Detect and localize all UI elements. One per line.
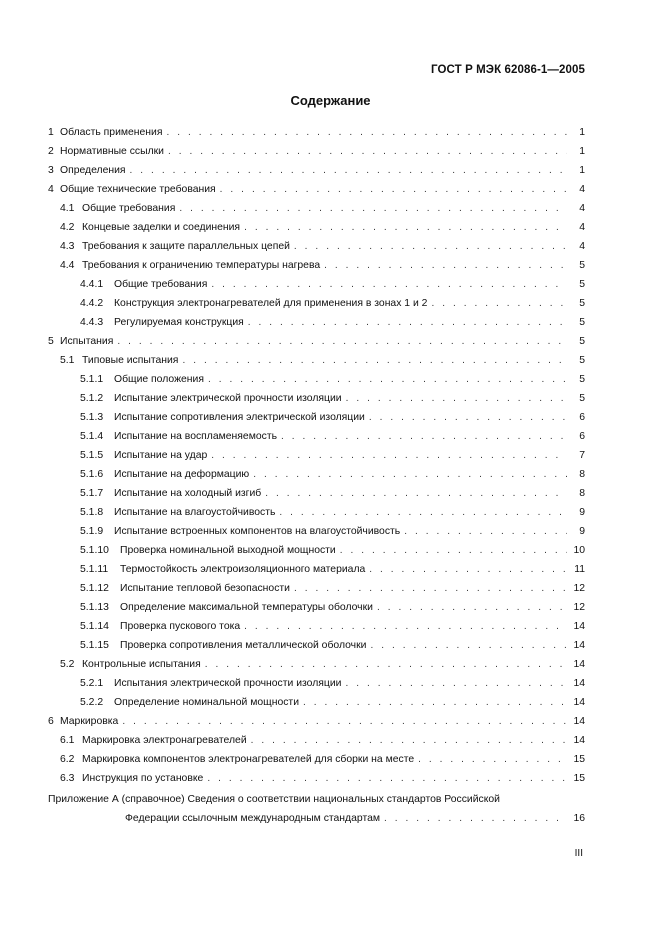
toc-entry[interactable] <box>48 370 585 389</box>
toc-entry-page: 15 <box>573 773 585 784</box>
toc-entry[interactable] <box>48 427 585 446</box>
toc-entry-number: 5.1 <box>60 355 75 366</box>
toc-entry[interactable] <box>48 256 585 275</box>
toc-entry-title: Общие положения <box>114 374 204 385</box>
toc-entry-title: Требования к защите параллельных цепей <box>82 241 290 252</box>
toc-entry-page: 10 <box>573 545 585 556</box>
standard-id-header: ГОСТ Р МЭК 62086-1—2005 <box>431 64 585 76</box>
toc-entry-page: 8 <box>579 469 585 480</box>
toc-entry-title: Определение максимальной температуры оболочки <box>120 602 373 613</box>
dot-leader <box>377 598 567 617</box>
dot-leader <box>182 351 567 370</box>
toc-entry-page: 14 <box>573 659 585 670</box>
toc-entry-title: Маркировка электронагревателей <box>82 735 247 746</box>
toc-entry-title: Типовые испытания <box>82 355 179 366</box>
toc-entry-page: 4 <box>579 203 585 214</box>
toc-entry-number: 5 <box>48 336 54 347</box>
toc-entry[interactable] <box>48 541 585 560</box>
toc-entry[interactable] <box>48 598 585 617</box>
toc-entry-page: 5 <box>579 298 585 309</box>
toc-entry-number: 6 <box>48 716 54 727</box>
toc-entry-number: 4.2 <box>60 222 75 233</box>
dot-leader <box>168 142 567 161</box>
toc-entry-title: Маркировка компонентов электронагревателей для сборки на месте <box>82 754 415 765</box>
toc-entry-number: 5.1.3 <box>80 412 104 423</box>
toc-entry-title: Проверка сопротивления металлической оболочки <box>120 640 367 651</box>
toc-entry-title: Общие требования <box>82 203 176 214</box>
toc-entry-page: 5 <box>579 279 585 290</box>
toc-entry-title: Контрольные испытания <box>82 659 201 670</box>
toc-entry-number: 5.1.4 <box>80 431 104 442</box>
toc-entry-page: 14 <box>573 735 585 746</box>
toc-entry[interactable] <box>48 617 585 636</box>
toc-entry[interactable] <box>48 237 585 256</box>
toc-entry-page: 12 <box>573 583 585 594</box>
toc-entry-page: 12 <box>573 602 585 613</box>
toc-entry-number: 1 <box>48 127 54 138</box>
toc-entry-page: 5 <box>579 355 585 366</box>
dot-leader <box>294 579 567 598</box>
dot-leader <box>324 256 567 275</box>
toc-entry[interactable] <box>48 294 585 313</box>
annex-title-line-2: Федерации ссылочным международным стандартам <box>125 813 381 824</box>
toc-entry-title: Определения <box>60 165 126 176</box>
dot-leader <box>340 541 567 560</box>
toc-entry-title: Регулируемая конструкция <box>114 317 244 328</box>
toc-entry-number: 5.1.12 <box>80 583 109 594</box>
dot-leader <box>220 180 567 199</box>
toc-entry[interactable] <box>48 674 585 693</box>
toc-entry-title: Концевые заделки и соединения <box>82 222 241 233</box>
toc-entry[interactable] <box>48 503 585 522</box>
toc-entry-title: Проверка номинальной выходной мощности <box>120 545 336 556</box>
toc-entry[interactable] <box>48 693 585 712</box>
dot-leader <box>281 427 567 446</box>
toc-entry-number: 5.1.10 <box>80 545 109 556</box>
toc-entry-page: 5 <box>579 260 585 271</box>
toc-entry-page: 7 <box>579 450 585 461</box>
toc-entry-page: 6 <box>579 431 585 442</box>
toc-entry-title: Конструкция электронагревателей для применения в зонах 1 и 2 <box>114 298 428 309</box>
toc-entry-number: 4.4.1 <box>80 279 104 290</box>
toc-entry-page: 5 <box>579 336 585 347</box>
annex-page-number: 16 <box>573 813 585 824</box>
annex-title-line-1: Приложение А (справочное) Сведения о соответствии национальных стандартов Российской <box>48 794 500 805</box>
toc-entry-page: 14 <box>573 640 585 651</box>
toc-entry-title: Определение номинальной мощности <box>114 697 299 708</box>
toc-entry-title: Испытание на удар <box>114 450 208 461</box>
dot-leader <box>303 693 567 712</box>
toc-entry-number: 5.1.15 <box>80 640 109 651</box>
toc-entry[interactable] <box>48 484 585 503</box>
toc-entry-page: 5 <box>579 393 585 404</box>
dot-leader <box>265 484 567 503</box>
toc-annex-entry[interactable] <box>48 790 585 828</box>
dot-leader <box>117 332 567 351</box>
toc-entry-number: 6.3 <box>60 773 75 784</box>
dot-leader <box>294 237 567 256</box>
toc-entry-page: 5 <box>579 374 585 385</box>
dot-leader <box>404 522 567 541</box>
toc-entry-title: Испытание сопротивления электрической изоляции <box>114 412 365 423</box>
dot-leader <box>130 161 567 180</box>
toc-entry[interactable] <box>48 389 585 408</box>
toc-entry[interactable] <box>48 351 585 370</box>
toc-entry-number: 5.1.2 <box>80 393 104 404</box>
toc-entry-number: 4.4 <box>60 260 75 271</box>
toc-entry-number: 6.2 <box>60 754 75 765</box>
dot-leader <box>207 769 567 788</box>
toc-entry-title: Термостойкость электроизоляционного материала <box>120 564 366 575</box>
toc-entry[interactable] <box>48 275 585 294</box>
toc-entry-number: 5.1.8 <box>80 507 104 518</box>
toc-entry-number: 5.1.5 <box>80 450 104 461</box>
dot-leader <box>179 199 567 218</box>
dot-leader <box>346 389 567 408</box>
dot-leader <box>384 809 567 828</box>
toc-entry-title: Инструкция по установке <box>82 773 204 784</box>
toc-entry-page: 4 <box>579 222 585 233</box>
toc-entry[interactable] <box>48 560 585 579</box>
toc-entry-page: 1 <box>579 165 585 176</box>
toc-entry-number: 5.1.14 <box>80 621 109 632</box>
toc-entry-number: 4.4.3 <box>80 317 104 328</box>
toc-entry-number: 4 <box>48 184 54 195</box>
toc-entry[interactable] <box>48 199 585 218</box>
toc-entry-number: 3 <box>48 165 54 176</box>
toc-entry-number: 5.1.7 <box>80 488 104 499</box>
toc-entry-page: 1 <box>579 127 585 138</box>
toc-entry-number: 5.1.13 <box>80 602 109 613</box>
toc-entry-number: 5.1.6 <box>80 469 104 480</box>
toc-entry-number: 5.1.1 <box>80 374 104 385</box>
dot-leader <box>279 503 567 522</box>
toc-entry[interactable] <box>48 750 585 769</box>
dot-leader <box>370 636 567 655</box>
toc-entry-title: Испытание на влагоустойчивость <box>114 507 276 518</box>
toc-entry-title: Общие требования <box>114 279 208 290</box>
toc-entry-page: 15 <box>573 754 585 765</box>
toc-entry-page: 8 <box>579 488 585 499</box>
toc-entry[interactable] <box>48 446 585 465</box>
toc-entry[interactable] <box>48 313 585 332</box>
toc-entry-title: Требования к ограничению температуры нагрева <box>82 260 321 271</box>
toc-entry-page: 14 <box>573 697 585 708</box>
dot-leader <box>369 560 567 579</box>
dot-leader <box>211 275 567 294</box>
toc-entry[interactable] <box>48 712 585 731</box>
dot-leader <box>122 712 567 731</box>
toc-entry-page: 4 <box>579 184 585 195</box>
toc-entry-title: Область применения <box>60 127 163 138</box>
dot-leader <box>205 655 567 674</box>
toc-entry[interactable] <box>48 465 585 484</box>
toc-entry-title: Нормативные ссылки <box>60 146 164 157</box>
dot-leader <box>251 731 567 750</box>
page-number: III <box>574 848 583 859</box>
dot-leader <box>253 465 567 484</box>
toc-entry[interactable] <box>48 655 585 674</box>
dot-leader <box>208 370 567 389</box>
dot-leader <box>431 294 567 313</box>
toc-entry[interactable] <box>48 636 585 655</box>
toc-entry-number: 5.2 <box>60 659 75 670</box>
toc-entry[interactable] <box>48 522 585 541</box>
toc-entry-page: 9 <box>579 526 585 537</box>
toc-entry-number: 4.4.2 <box>80 298 104 309</box>
toc-entry-title: Общие технические требования <box>60 184 216 195</box>
toc-entry[interactable] <box>48 408 585 427</box>
toc-entry-page: 1 <box>579 146 585 157</box>
toc-entry-number: 6.1 <box>60 735 75 746</box>
toc-entry-number: 2 <box>48 146 54 157</box>
toc-entry-page: 14 <box>573 678 585 689</box>
dot-leader <box>211 446 567 465</box>
toc-entry[interactable] <box>48 142 585 161</box>
toc-entry-title: Испытание на холодный изгиб <box>114 488 262 499</box>
toc-entry-title: Испытание встроенных компонентов на влагоустойчивость <box>114 526 401 537</box>
toc-entry-title: Испытания <box>60 336 114 347</box>
toc-entry-number: 4.1 <box>60 203 75 214</box>
toc-title: Содержание <box>290 93 371 108</box>
toc-entry[interactable] <box>48 332 585 351</box>
toc-entry-title: Испытание электрической прочности изоляции <box>114 393 342 404</box>
toc-entry-number: 5.2.1 <box>80 678 104 689</box>
toc-entry[interactable] <box>48 218 585 237</box>
toc-entry-title: Испытание на деформацию <box>114 469 250 480</box>
toc-entry[interactable] <box>48 579 585 598</box>
toc-entry-page: 14 <box>573 621 585 632</box>
toc-entry-page: 9 <box>579 507 585 518</box>
dot-leader <box>166 123 567 142</box>
toc-entry-page: 11 <box>574 564 585 575</box>
toc-entry[interactable] <box>48 123 585 142</box>
toc-entry-title: Маркировка <box>60 716 119 727</box>
toc-entry-number: 5.2.2 <box>80 697 104 708</box>
toc-entry-page: 5 <box>579 317 585 328</box>
toc-entry-page: 4 <box>579 241 585 252</box>
dot-leader <box>244 617 567 636</box>
toc-entry[interactable] <box>48 769 585 788</box>
toc-entry[interactable] <box>48 180 585 199</box>
toc-entry[interactable] <box>48 161 585 180</box>
toc-entry-page: 14 <box>573 716 585 727</box>
dot-leader <box>369 408 567 427</box>
toc-entry-title: Испытание на воспламеняемость <box>114 431 277 442</box>
toc-entry-title: Испытания электрической прочности изоляции <box>114 678 342 689</box>
toc-entry-number: 4.3 <box>60 241 75 252</box>
dot-leader <box>248 313 567 332</box>
toc-entry-page: 6 <box>579 412 585 423</box>
toc-entry-number: 5.1.9 <box>80 526 104 537</box>
toc-entry[interactable] <box>48 731 585 750</box>
toc-entry-title: Испытание тепловой безопасности <box>120 583 290 594</box>
toc-entry-title: Проверка пускового тока <box>120 621 241 632</box>
dot-leader <box>418 750 567 769</box>
table-of-contents <box>48 123 585 788</box>
dot-leader <box>244 218 567 237</box>
toc-entry-number: 5.1.11 <box>80 564 109 575</box>
dot-leader <box>345 674 567 693</box>
